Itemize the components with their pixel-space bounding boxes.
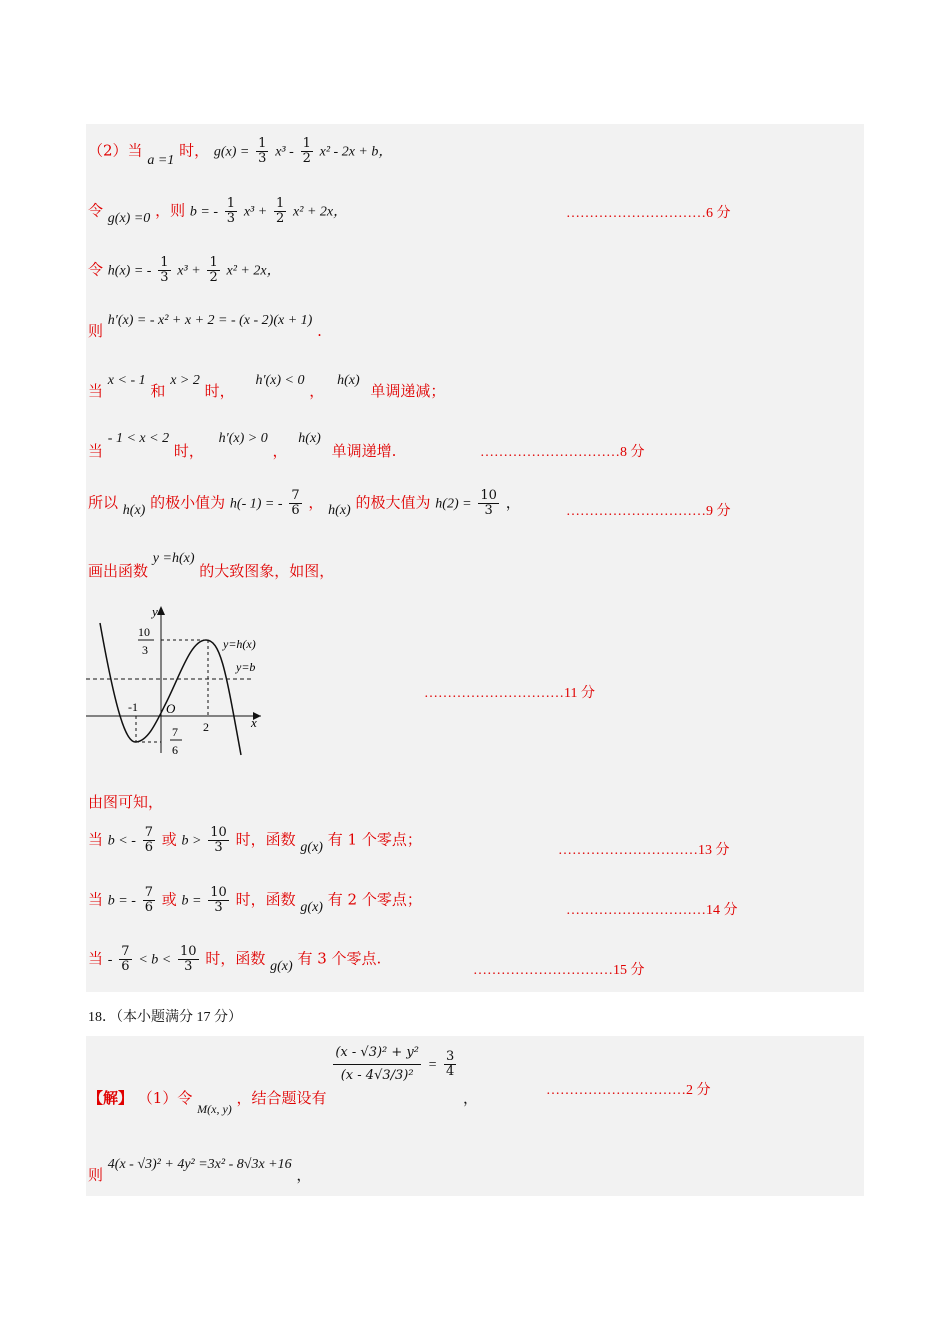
math: h(x) (328, 502, 351, 518)
score-15: …………………………15 分 (473, 963, 645, 978)
fraction: $\frac{1}{2}$ (275, 196, 285, 226)
text: ， (309, 382, 325, 400)
score-2: …………………………2 分 (546, 1083, 711, 1098)
line-4 (88, 308, 322, 340)
fraction: $\frac{1}{3}$ (226, 196, 236, 226)
curve-label: y=h(x) (223, 637, 256, 651)
math: x² + 2x， (293, 204, 348, 220)
text: 和 (150, 382, 166, 400)
math: g(x) =0 (107, 210, 151, 226)
text: 有 2 个零点； (327, 890, 422, 909)
line-8 (88, 546, 335, 580)
line-5 (88, 368, 446, 400)
math: - (107, 952, 113, 968)
text: 则 (88, 322, 104, 340)
math: 4(x - √3)² + 4y² =3x² - 8√3x +16 (107, 1157, 292, 1172)
fraction: $\frac{1}{2}$ (302, 136, 311, 166)
tick-two: 2 (203, 720, 209, 734)
math: = (427, 1057, 438, 1073)
fraction: $\frac{1}{3}$ (160, 255, 169, 285)
score-9: …………………………9 分 (566, 504, 731, 519)
math: < b < (138, 952, 172, 968)
line-1 (88, 137, 392, 166)
text: 当 (88, 830, 104, 849)
math: g(x) (300, 899, 323, 915)
text: 单调递增. (331, 442, 397, 460)
math: x < - 1 (107, 373, 146, 388)
math: y =h(x) (152, 551, 195, 566)
q18-line-1 (88, 1042, 479, 1116)
curve-h (100, 623, 241, 755)
score-8: …………………………8 分 (480, 445, 645, 460)
line-3 (88, 256, 281, 285)
text: 时， (204, 382, 235, 400)
line-11 (88, 886, 422, 915)
y-label: y (152, 604, 158, 619)
math: x > 2 (170, 373, 200, 388)
score-11: …………………………11 分 (424, 686, 595, 701)
math: h(x) (122, 502, 146, 518)
math: h′(x) = - x² + x + 2 = - (x - 2)(x + 1) (107, 313, 313, 328)
text: ，结合题设有 (236, 1088, 327, 1107)
math: g(x) = (213, 144, 250, 160)
text: 时，函数 (205, 949, 266, 968)
line-2 (88, 197, 347, 226)
score-14: …………………………14 分 (566, 903, 738, 918)
math: h(- 1) = - (229, 496, 283, 512)
text: 时，函数 (235, 830, 296, 849)
text: 令 (88, 201, 104, 220)
score-13: …………………………13 分 (558, 843, 730, 858)
text: ， (308, 493, 324, 512)
fraction: $\frac{1}{2}$ (209, 255, 218, 285)
origin-label: O (166, 701, 176, 716)
function-graph (86, 603, 286, 763)
y-axis-arrow-icon (157, 606, 165, 615)
text: 画出函数 (88, 562, 149, 580)
text: 或 (161, 830, 177, 849)
line-9: 由图可知， (88, 793, 164, 811)
math: x³ + (177, 263, 201, 279)
text: 当 (88, 382, 104, 400)
math: x³ - (275, 144, 294, 160)
math: - 1 < x < 2 (107, 431, 170, 446)
text: （1）令 (137, 1088, 193, 1107)
text: 当 (88, 890, 104, 909)
math: h′(x) < 0 (255, 373, 305, 388)
text: ， (296, 1166, 312, 1184)
line-12 (88, 945, 381, 974)
text: 时， (173, 442, 204, 460)
ratio-fraction: $\frac{\text{(x - √3)² + y²}}{\text{(x - 4√3/3)²}}$ (333, 1042, 421, 1087)
question-18-heading: 18．（本小题满分 17 分） (88, 1010, 242, 1025)
fraction: $\frac{7}{6}$ (291, 488, 300, 518)
text: 有 1 个零点； (327, 830, 422, 849)
text: 时， (179, 141, 210, 160)
text: 所以 (88, 493, 119, 512)
fraction: $\frac{7}{6}$ (144, 825, 153, 855)
math: x³ + (243, 204, 268, 220)
line-6 (88, 426, 397, 460)
text: 则 (88, 1166, 104, 1184)
text: 的大致图象，如图， (199, 562, 335, 580)
tick-six: 6 (172, 743, 178, 757)
text: 单调递减； (370, 382, 446, 400)
fraction: $\frac{10}{3}$ (210, 885, 227, 915)
tick-minus-one: -1 (128, 700, 138, 714)
solution-label: 【解】 (88, 1088, 134, 1107)
text: . (317, 322, 322, 340)
text: 有 3 个零点. (297, 949, 382, 968)
text: 当 (88, 442, 104, 460)
text: 时，函数 (235, 890, 296, 909)
math: g(x) (300, 839, 323, 855)
math: b = - (189, 204, 218, 220)
fraction: $\frac{3}{4}$ (445, 1049, 455, 1079)
text: 的极大值为 (355, 493, 431, 512)
text: ， (463, 1088, 479, 1107)
tick-seven: 7 (172, 725, 178, 739)
math: h(x) (298, 431, 321, 446)
x-label: x (251, 715, 257, 730)
math: b = - (107, 893, 136, 909)
text: 当 (88, 949, 104, 968)
line-label: y=b (236, 660, 256, 674)
text: ， (505, 493, 521, 512)
text: 令 (88, 260, 104, 279)
math: b > (181, 833, 202, 849)
text: 或 (161, 890, 177, 909)
score-6: …………………………6 分 (566, 206, 731, 221)
math: g(x) (270, 958, 293, 974)
math: a =1 (147, 152, 175, 168)
text: 的极小值为 (150, 493, 226, 512)
math: b = (181, 893, 202, 909)
line-7 (88, 489, 521, 518)
fraction: $\frac{7}{6}$ (144, 885, 153, 915)
math: b < - (107, 833, 136, 849)
math: h(2) = (435, 496, 472, 512)
math: h(x) = - (107, 263, 152, 279)
fraction: $\frac{10}{3}$ (480, 488, 497, 518)
q18-line-2 (88, 1152, 312, 1184)
math: h(x) (337, 373, 360, 388)
math: h′(x) > 0 (218, 431, 268, 446)
text: ， (272, 442, 288, 460)
fraction: $\frac{7}{6}$ (121, 944, 130, 974)
text: （2）当 (88, 141, 143, 160)
fraction: $\frac{1}{3}$ (258, 136, 267, 166)
tick-ten: 10 (138, 625, 150, 639)
math: x² - 2x + b， (319, 144, 393, 160)
fraction: $\frac{10}{3}$ (180, 944, 197, 974)
line-10 (88, 826, 422, 855)
fraction: $\frac{10}{3}$ (210, 825, 227, 855)
math: M(x, y) (197, 1101, 232, 1116)
math: x² + 2x， (226, 263, 281, 279)
text: ，则 (155, 201, 186, 220)
tick-three: 3 (142, 643, 148, 657)
